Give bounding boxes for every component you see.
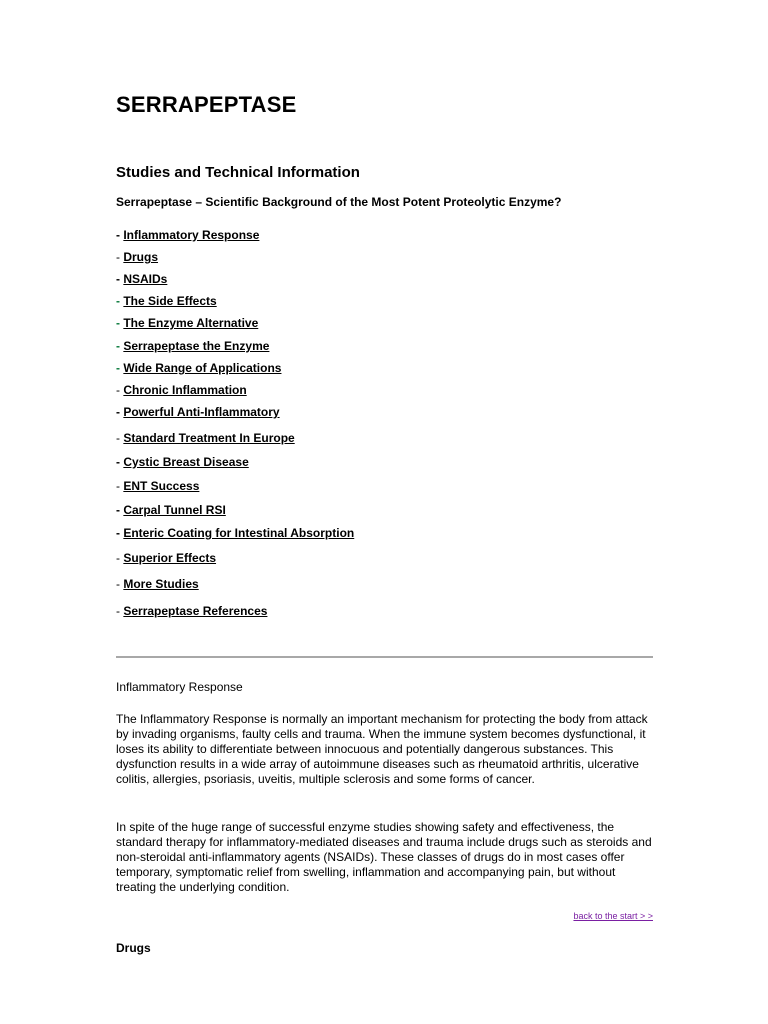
toc-dash: - — [116, 604, 120, 618]
toc-dash: - — [116, 577, 120, 591]
toc-dash: - — [116, 272, 120, 286]
toc-link-ent-success[interactable]: ENT Success — [123, 479, 200, 493]
toc-item — [116, 228, 259, 242]
toc-item — [116, 526, 354, 540]
toc-item — [116, 339, 269, 353]
section-heading-inflammatory-response: Inflammatory Response — [116, 680, 243, 694]
toc-link-standard-treatment-europe[interactable]: Standard Treatment In Europe — [123, 431, 295, 445]
toc-item — [116, 316, 258, 330]
toc-dash: - — [116, 526, 120, 540]
toc-link-superior-effects[interactable]: Superior Effects — [123, 551, 217, 565]
toc-dash: - — [116, 339, 120, 353]
toc-link-enzyme-alternative[interactable]: The Enzyme Alternative — [123, 316, 259, 330]
section-paragraph-2: In spite of the huge range of successful enzyme studies showing safety and effectiveness, the standard therapy for inflammatory-mediated diseases and trauma include drugs such as steroids and non-steroidal anti-inflammatory agents (NSAIDs). These classes of drugs do in most cases offer temporary, symptomatic relief from swelling, inflammation and accompanying pain, but without treating the underlying condition. — [116, 820, 652, 894]
toc-item — [116, 294, 217, 308]
toc-link-carpal-tunnel-rsi[interactable]: Carpal Tunnel RSI — [123, 503, 226, 517]
page-subtitle: Studies and Technical Information — [116, 164, 360, 181]
section-heading-drugs: Drugs — [116, 941, 151, 955]
toc-link-nsaids[interactable]: NSAIDs — [123, 272, 168, 286]
toc-item — [116, 604, 267, 618]
toc-link-drugs[interactable]: Drugs — [123, 250, 159, 264]
toc-dash: - — [116, 431, 120, 445]
intro-question: Serrapeptase – Scientific Background of the Most Potent Proteolytic Enzyme? — [116, 195, 562, 209]
toc-link-serrapeptase-references[interactable]: Serrapeptase References — [123, 604, 268, 618]
toc-dash: - — [116, 250, 120, 264]
toc-item — [116, 361, 281, 375]
toc-link-inflammatory-response[interactable]: Inflammatory Response — [123, 228, 260, 242]
toc-dash: - — [116, 228, 120, 242]
toc-item — [116, 479, 199, 493]
page-title: SERRAPEPTASE — [116, 92, 297, 117]
toc-link-wide-range-applications[interactable]: Wide Range of Applications — [123, 361, 282, 375]
toc-dash: - — [116, 503, 120, 517]
toc-link-more-studies[interactable]: More Studies — [123, 577, 199, 591]
toc-dash: - — [116, 361, 120, 375]
toc-item — [116, 250, 158, 264]
section-paragraph-1: The Inflammatory Response is normally an important mechanism for protecting the body from attack by invading organisms, faulty cells and trauma. When the immune system becomes dysfunctional, it loses its ability to differentiate between innocuous and potentially dangerous substances. This dysfunction results in a wide array of autoimmune diseases such as rheumatoid arthritis, ulcerative colitis, allergies, psoriasis, uveitis, multiple sclerosis and some forms of cancer. — [116, 712, 648, 786]
toc-dash: - — [116, 405, 120, 419]
toc-item — [116, 431, 295, 445]
toc-dash: - — [116, 479, 120, 493]
toc-item — [116, 272, 167, 286]
toc-link-side-effects[interactable]: The Side Effects — [123, 294, 217, 308]
toc-link-chronic-inflammation[interactable]: Chronic Inflammation — [123, 383, 247, 397]
toc-link-enteric-coating[interactable]: Enteric Coating for Intestinal Absorption — [123, 526, 355, 540]
toc-dash: - — [116, 455, 120, 469]
toc-dash: - — [116, 551, 120, 565]
toc-item — [116, 577, 199, 591]
toc-link-powerful-anti-inflammatory[interactable]: Powerful Anti-Inflammatory — [123, 405, 280, 419]
toc-item — [116, 383, 247, 397]
toc-dash: - — [116, 383, 120, 397]
toc-item — [116, 405, 280, 419]
toc-dash: - — [116, 316, 120, 330]
toc-item — [116, 455, 249, 469]
toc-item — [116, 503, 226, 517]
toc-link-serrapeptase-enzyme[interactable]: Serrapeptase the Enzyme — [123, 339, 270, 353]
horizontal-divider — [116, 656, 653, 658]
back-to-start-link[interactable]: back to the start > > — [573, 911, 653, 921]
toc-link-cystic-breast-disease[interactable]: Cystic Breast Disease — [123, 455, 249, 469]
toc-dash: - — [116, 294, 120, 308]
toc-item — [116, 551, 216, 565]
